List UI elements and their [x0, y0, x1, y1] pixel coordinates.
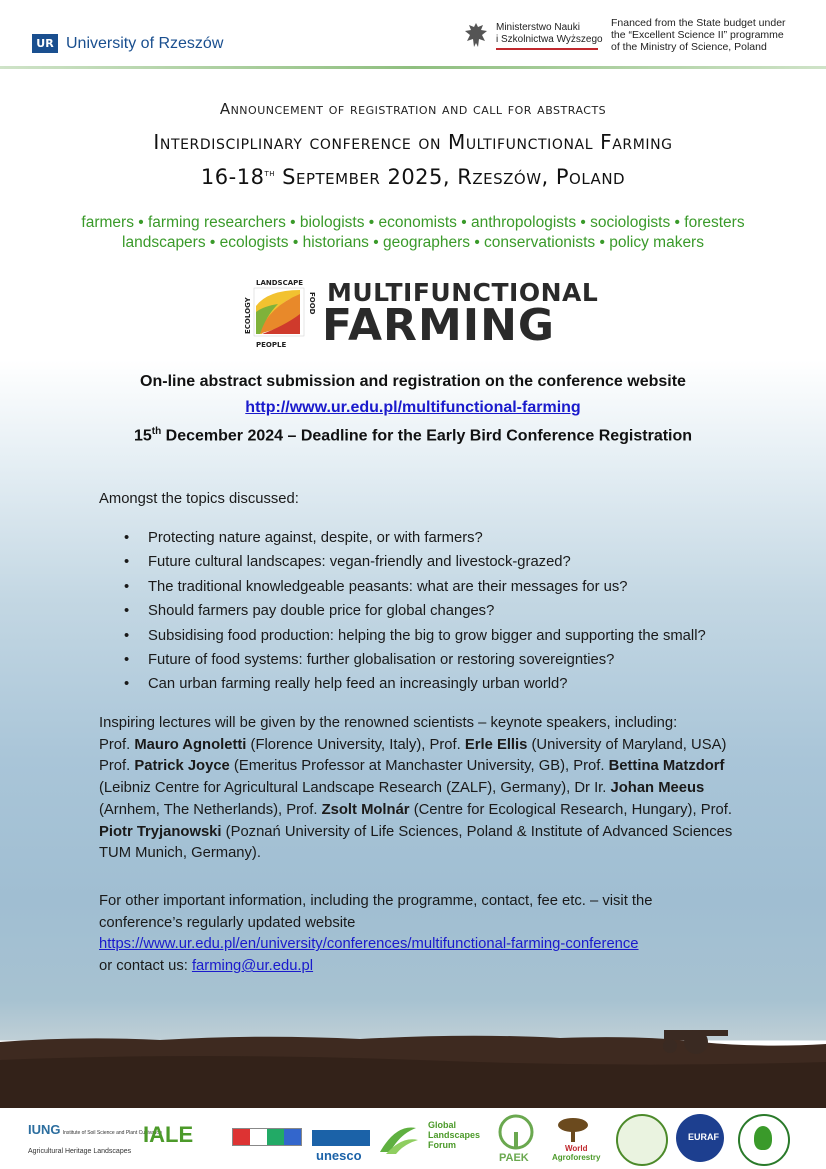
ahl-label: Agricultural Heritage Landscapes: [28, 1148, 132, 1155]
ministry-line-1: Ministerstwo Nauki: [496, 22, 580, 33]
waf-line-1: World: [564, 1144, 588, 1153]
bullet-icon: •: [124, 676, 130, 693]
deadline-text: December 2024 – Deadline for the Early Bird Conference Registration: [161, 427, 693, 445]
funding-line-2: the “Excellent Science II” programme: [611, 29, 784, 41]
list-item: [99, 575, 706, 599]
paek-label: PAEK: [499, 1152, 529, 1164]
partner-logos-bar: [0, 1108, 826, 1169]
emblem-label-landscape: LANDSCAPE: [256, 279, 304, 287]
topics-list: [99, 526, 706, 697]
topic-text: The traditional knowledgeable peasants: what are their messages for us?: [148, 578, 628, 595]
submission-info: On-line abstract submission and registration on the conference website: [140, 373, 686, 390]
global-landscapes-forum-icon: [376, 1122, 420, 1156]
topic-text: Future of food systems: further globalisation or restoring sovereignties?: [148, 652, 615, 669]
speaker-affiliation: (Poznań University of Life Sciences, Poland & Institute of Advanced Sciences TUM Munich, Germany).: [99, 823, 733, 862]
speaker-name: Zsolt Molnár: [321, 801, 410, 818]
speaker-name: Mauro Agnoletti: [134, 736, 247, 753]
header-bar: [0, 0, 826, 68]
bullet-icon: •: [124, 652, 130, 669]
euraf-label: EURAF: [688, 1132, 719, 1142]
bullet-icon: •: [124, 554, 130, 571]
unesco-emblem-icon: [312, 1130, 370, 1146]
world-agroforestry-label: [552, 1144, 600, 1162]
field-tractor-silhouette: [0, 1030, 826, 1108]
funding-note: [611, 17, 821, 53]
glf-line-1: Global: [428, 1120, 457, 1130]
multifunctional-farming-emblem-icon: [238, 276, 322, 350]
speaker-name: Bettina Matzdorf: [608, 758, 725, 775]
contact-paragraph: [99, 891, 739, 978]
bullet-icon: •: [124, 578, 130, 595]
header-divider: [0, 66, 826, 69]
emblem-label-people: PEOPLE: [256, 341, 287, 349]
audience-line-1: farmers • farming researchers • biologists • economists • anthropologists • sociologists • foresters: [81, 214, 745, 231]
topic-text: Subsidising food production: helping the big to grow bigger and supporting the small?: [148, 627, 706, 644]
leaf-icon: [754, 1126, 772, 1150]
topic-text: Should farmers pay double price for global changes?: [148, 603, 495, 620]
carpathian-convention-logo: [232, 1128, 302, 1146]
list-item: [99, 648, 706, 672]
funding-line-3: of the Ministry of Science, Poland: [611, 41, 767, 53]
logo-word-multifunctional: MULTIFUNCTIONAL: [327, 278, 599, 307]
world-agroforestry-tree-icon: [556, 1116, 590, 1144]
glf-line-3: Forum: [428, 1140, 456, 1150]
speaker-prefix: Prof.: [99, 736, 135, 753]
glf-line-2: Landscapes: [428, 1130, 481, 1140]
bullet-icon: •: [124, 603, 130, 620]
iale-logo: IALE: [143, 1122, 194, 1147]
speaker-affiliation: (Leibniz Centre for Agricultural Landscape Research (ZALF), Germany), Dr Ir.: [99, 780, 611, 797]
date-days: 16-18: [200, 165, 265, 189]
date-superscript: th: [264, 168, 275, 179]
speaker-name: Piotr Tryjanowski: [99, 823, 222, 840]
emblem-label-food: FOOD: [308, 292, 316, 315]
polish-eagle-icon: [463, 21, 489, 49]
list-item: [99, 526, 706, 550]
list-item: [99, 599, 706, 623]
ministry-underline: [496, 48, 598, 50]
speaker-affiliation: (Centre for Ecological Research, Hungary), Prof.: [409, 801, 732, 818]
conference-page-link[interactable]: https://www.ur.edu.pl/en/university/conferences/multifunctional-farming-conference: [99, 936, 639, 953]
early-bird-deadline: [0, 426, 826, 445]
iung-sub-label: Institute of Soil Science and Plant Cultivation: [62, 1130, 162, 1136]
speakers-intro: Inspiring lectures will be given by the renowned scientists – keynote speakers, including:: [99, 715, 678, 731]
funding-line-1: Fnanced from the State budget under: [611, 17, 786, 29]
paek-tree-icon: [494, 1114, 538, 1150]
speaker-affiliation: (University of Maryland, USA) Prof.: [99, 736, 727, 775]
contact-prefix: or contact us:: [99, 958, 192, 975]
university-name: University of Rzeszów: [66, 35, 224, 52]
iung-logo: [28, 1122, 162, 1137]
speaker-name: Patrick Joyce: [134, 758, 230, 775]
contact-email-link[interactable]: farming@ur.edu.pl: [191, 958, 314, 975]
list-item: [99, 550, 706, 574]
university-logo-icon: UR: [32, 34, 58, 53]
audience-line-2: landscapers • ecologists • historians • geographers • conservationists • policy makers: [122, 234, 704, 251]
topics-intro: Amongst the topics discussed:: [99, 491, 299, 507]
deadline-superscript: th: [151, 426, 162, 437]
ministry-name: [496, 22, 603, 46]
date-place: September 2025, Rzeszów, Poland: [274, 165, 626, 189]
topic-text: Future cultural landscapes: vegan-friendly and livestock-grazed?: [148, 554, 571, 571]
unesco-label: unesco: [316, 1148, 362, 1163]
chmielnik-zdroj-seal-icon: [616, 1114, 668, 1166]
list-item: [99, 672, 706, 696]
announcement-heading: Announcement of registration and call for abstracts: [219, 100, 607, 118]
keynote-speakers-paragraph: [99, 713, 739, 865]
conference-website-link[interactable]: http://www.ur.edu.pl/multifunctional-farming: [245, 399, 581, 416]
topic-text: Can urban farming really help feed an increasingly urban world?: [148, 676, 568, 693]
speaker-name: Johan Meeus: [610, 780, 705, 797]
deadline-day: 15: [133, 427, 152, 445]
bullet-icon: •: [124, 530, 130, 546]
speaker-affiliation: (Emeritus Professor at Manchaster University, GB), Prof.: [229, 758, 609, 775]
contact-text: For other important information, including the programme, contact, fee etc. – visit the conference’s regularly updated website: [99, 893, 653, 931]
speaker-affiliation: (Arnhem, The Netherlands), Prof.: [99, 801, 322, 818]
speaker-affiliation: (Florence University, Italy), Prof.: [246, 736, 465, 753]
topic-text: Protecting nature against, despite, or with farmers?: [148, 530, 483, 546]
glf-label: [428, 1120, 480, 1150]
iung-label: IUNG: [28, 1122, 61, 1137]
conference-date: [0, 165, 826, 189]
ministry-line-2: i Szkolnictwa Wyższego: [496, 34, 603, 45]
emblem-label-ecology: ECOLOGY: [244, 297, 252, 334]
bullet-icon: •: [124, 627, 130, 644]
logo-word-farming: FARMING: [322, 300, 556, 351]
waf-line-2: Agroforestry: [552, 1153, 601, 1162]
speaker-name: Erle Ellis: [464, 736, 528, 753]
conference-title: Interdisciplinary conference on Multifunctional Farming: [153, 130, 673, 154]
list-item: [99, 624, 706, 648]
